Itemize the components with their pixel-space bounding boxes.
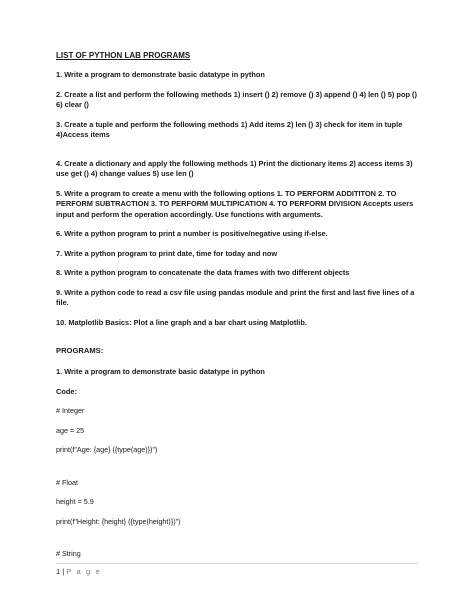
document-content bbox=[56, 50, 424, 569]
code-line-3: print(f"Age: {age} ({type(age)})") bbox=[56, 445, 158, 454]
list-item-7: 7. Write a python program to print date, time for today and now bbox=[56, 248, 278, 258]
code-label: Code: bbox=[56, 386, 77, 396]
footer-page-number: 1 bbox=[56, 567, 61, 576]
list-item-5: 5. Write a program to create a menu with the following options 1. TO PERFORM ADDITITON 2. TO PERFORM SUBTRACTION 3. TO PERFORM MULTIPICATION 4. TO PERFORM DIVISION Accepts users input and perform the operation accordingly. Use functions with arguments. bbox=[56, 188, 414, 219]
page-footer bbox=[56, 567, 101, 577]
list-item-1: 1. Write a program to demonstrate basic datatype in python bbox=[56, 70, 265, 79]
code-line-7: # String bbox=[56, 549, 81, 558]
list-item-6: 6. Write a python program to print a number is positive/negative using if-else. bbox=[56, 229, 328, 238]
list-item-2: 2. Create a list and perform the following methods 1) insert () 2) remove () 3) append () 4) len () 5) pop () 6) clear () bbox=[56, 89, 417, 109]
program-1-title: 1. Write a program to demonstrate basic datatype in python bbox=[56, 367, 265, 376]
list-item-10: 10. Matplotlib Basics: Plot a line graph and a bar chart using Matplotlib. bbox=[56, 317, 307, 327]
programs-title: PROGRAMS: bbox=[56, 346, 104, 355]
footer-separator: | bbox=[62, 567, 65, 576]
footer-divider bbox=[56, 563, 418, 564]
list-item-8: 8. Write a python program to concatenate the data frames with two different objects bbox=[56, 268, 350, 277]
code-line-4: # Float bbox=[56, 477, 78, 487]
code-line-2: age = 25 bbox=[56, 425, 85, 435]
list-item-3: 3. Create a tuple and perform the following methods 1) Add items 2) len () 3) check for item in tuple 4)Access items bbox=[56, 119, 403, 139]
code-line-1: # Integer bbox=[56, 406, 85, 415]
list-item-4: 4. Create a dictionary and apply the following methods 1) Print the dictionary items 2) access items 3) use get () 4) change values 5) use len () bbox=[56, 158, 413, 178]
code-line-6: print(f"Height: {height} ({type(height)})") bbox=[56, 516, 181, 526]
list-item-9: 9. Write a python code to read a csv file using pandas module and print the first and last five lines of a file. bbox=[56, 287, 415, 307]
code-line-5: height = 5.9 bbox=[56, 497, 94, 506]
document-heading: LIST OF PYTHON LAB PROGRAMS bbox=[56, 51, 191, 60]
footer-page-label: P a g e bbox=[66, 567, 102, 576]
